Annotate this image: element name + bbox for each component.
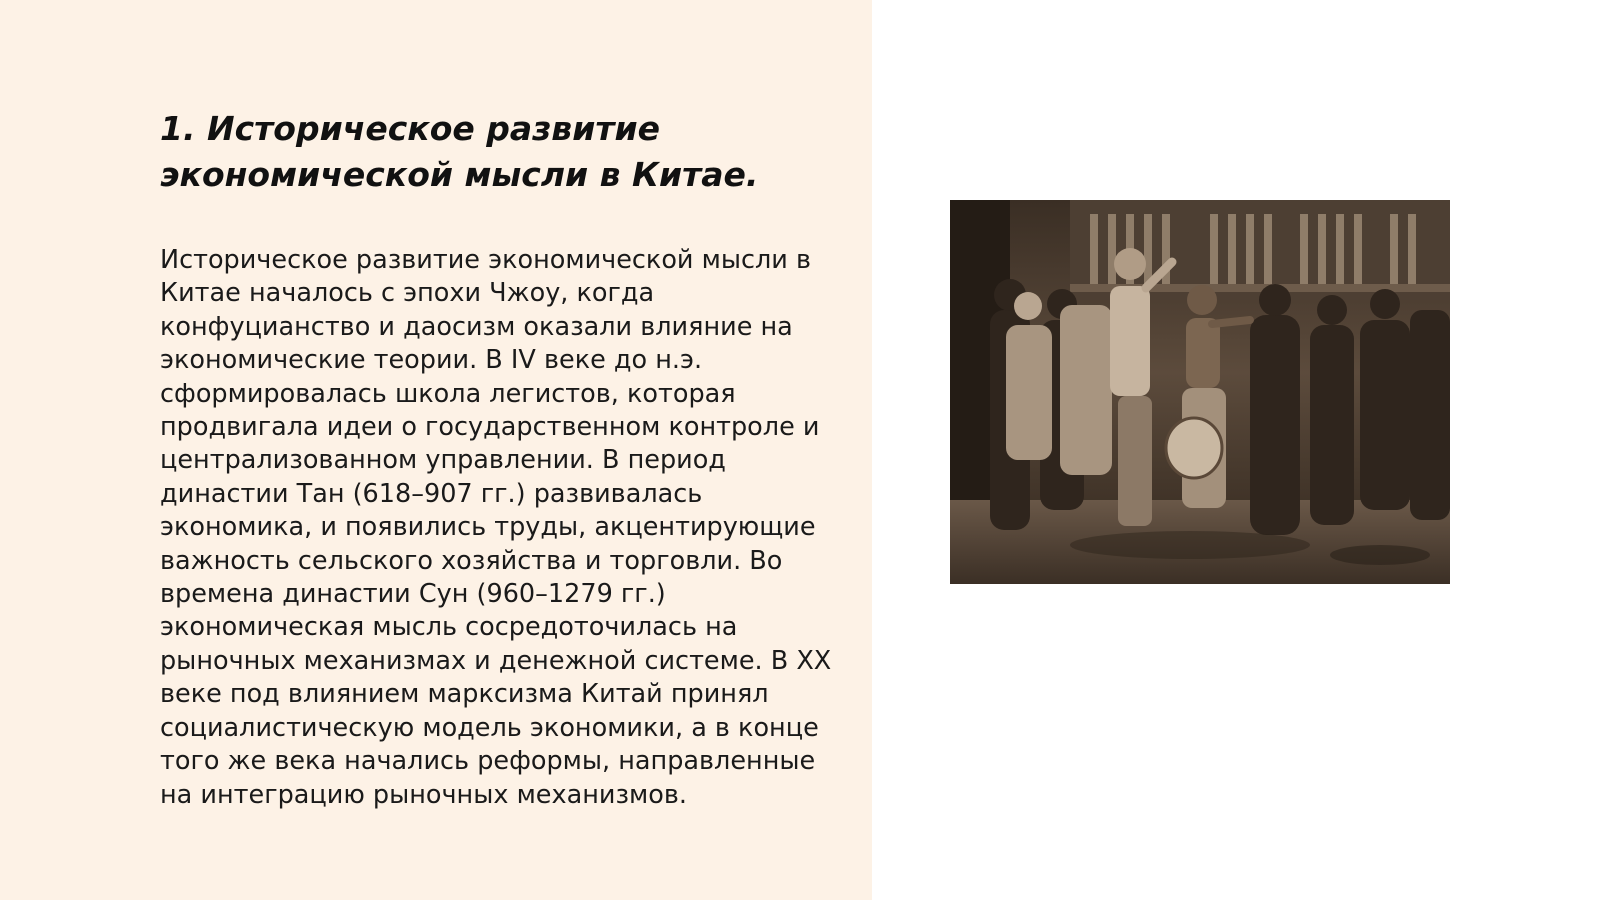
slide-body-text: Историческое развитие экономической мысли в Китае началось с эпохи Чжоу, когда конфуцианство и даосизм оказали влияние на экономические теории. В IV веке до н.э. сформировалась школа легистов, которая продвигала идеи о государственном контроле и централизованном управлении. В период династии Тан (618–907 гг.) развивалась экономика, и появились труды, акцентирующие важность сельского хозяйства и торговли. Во времена династии Сун (960–1279 гг.) экономическая мысль сосредоточилась на рыночных механизмах и денежной системе. В XX веке под влиянием марксизма Китай принял социалистическую модель экономики, а в конце того же века начались реформы, направленные на интеграцию рыночных механизмов.: [160, 245, 832, 810]
historical-photo: [950, 200, 1450, 584]
slide-heading: 1. Историческое развитие экономической мысли в Китае.: [160, 109, 759, 194]
